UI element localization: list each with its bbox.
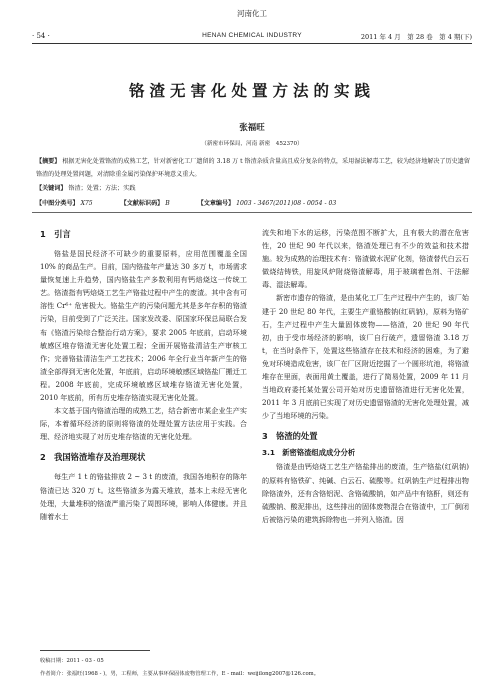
article-number: 【文章编号】 1003 - 3467(2011)08 - 0054 - 03 [197,200,337,207]
received-date: 收稿日期：2011 - 03 - 05 [40,658,104,664]
left-column [40,226,247,523]
abstract [36,155,470,181]
section-1-heading: 1 引言 [40,229,71,239]
section-2-paragraph-2: 新密市遗存的铬渣，是由某化工厂生产过程中产生的，该厂始建于 20 世纪 80 年代，主要生产重铬酸钠(红矾钠)，原料为铬矿石，生产过程中产生大量固体废物——铬渣，20 世纪 90 年代初，由于受市场经济的影响，该厂自行破产，遗留铬渣 3.18 万 t，在当时条件下，处置这些铬渣存在技术和经济的困难，为了避免对环境造成危害，该厂在厂区附近挖掘了一个圆形坑池，将铬渣堆存在里面，表面用黄土覆盖，进行了简易处置，2009 年 11 月当地政府委托某处置公司开始对历史遗留铬渣进行无害化处置，2011 年 3 月底前已实现了对历史遗留铬渣的无害化处理处置，减少了当地环境的污染。 [262,293,469,421]
running-header [32,6,472,46]
section-2-paragraph-1: 每生产 1 t 的铬盐排放 2 ~ 3 t 的废渣，我国各地积存的陈年铬渣已达 320 万 t。这些铬渣多为露天堆放，基本上未经无害化处理，大量堆积的铬渣严重污染了周围环境，影响人体健康。并且随着水土 [40,472,247,521]
keywords-text: 铬渣；处置；方法；实践 [68,185,136,192]
abstract-text: 根据无害化处置铬渣的成熟工艺，针对新密化工厂遗留的 3.18 万 t 铬渣杂质含量高且成分复杂的特点，采用湿法解毒工艺，较为经济地解决了历史遗留铬渣的处理处置问题，对清除重金属污染保护环境意义重大。 [36,158,470,178]
abstract-divider [32,212,472,213]
abstract-label: 【摘要】 [36,158,61,165]
section-1-paragraph-1: 铬盐是国民经济不可缺少的重要原料，应用范围覆盖全国 10% 的商品生产。目前，国内铬盐年产量达 30 多万 t，市场需求量恢复速上升趋势，国内铬盐生产多数利用有钙焙烧这一传统工艺。铬渣指有钙焙烧工艺生产铬盐过程中产生的废渣。其中含有可溶性 Cr⁶⁺ 危害极大。铬盐生产的污染问题尤其是多年存积的铬渣污染，目前受到了广泛关注。国家发改委、原国家环保总局联合发布《铬渣污染综合整治行动方案》，要求 2005 年底前，启动环境敏感区堆存铬渣无害化处置工程；全面开展铬盐清洁生产审核工作；完善铬盐清洁生产工艺技术；2006 年全行业当年新产生的铬渣全部得到无害化处置，年底前，启动环境敏感区域铬盐厂搬迁工程。2008 年底前，完成环境敏感区域堆存铬渣无害化处置，2010 年底前，所有历史堆存铬渣实现无害化处置。 [40,249,247,403]
section-1-paragraph-2: 本文基于国内铬渣治理的成熟工艺，结合新密市某企业生产实际，本着循环经济的原则将铬渣的处理处置方法应用于实践。合理、经济地实现了对历史堆存铬渣的无害化处理。 [40,406,247,442]
section-3-heading: 3 铬渣的处置 [262,431,318,442]
author-affiliation: （新密市环保局，河南 新密 452370） [201,141,303,147]
footnote-rule [40,650,150,651]
section-3-1-paragraph-1: 铬渣是由钙焙烧工艺生产铬盐排出的废渣，生产铬盐(红矾钠)的原料有铬铁矿、纯碱、白云石、硫酸等。红矾钠生产过程排出物除铬渣外，还有含铬铝泥、含铬硫酸钠，如产品中有铬酐，则还有硫酸钠、酸泥排出，这些排出的固体废物混合在铬渣中，工厂倒闭后被铬污染的建筑拆除物也一并列入铬渣。因 [262,462,469,524]
cls-number: 【中图分类号】 X75 [36,200,93,207]
article-title: 铬渣无害化处置方法的实践 [128,82,375,100]
right-column [262,226,469,526]
section-3-1-heading: 3.1 新密铬渣组成成分分析 [262,448,356,458]
header-rule [32,43,472,44]
classification-line [36,198,470,207]
section-2-heading: 2 我国铬渣堆存及治理现状 [40,452,146,463]
issue-info: 2011 年 4 月 第 28 卷 第 4 期(下) [360,33,472,41]
keywords [36,183,470,192]
continued-paragraph: 流失和地下水的运移，污染范围不断扩大，且有极大的潜在危害性，20 世纪 90 年代以来，铬渣处理已有不少的效益和技术措施。较为成熟的治理技术有：铬渣做水泥矿化剂，铬渣替代白云石做烧结铸铁，用旋风炉附烧铬渣解毒，用于玻璃着色剂、干法解毒、湿法解毒。 [262,228,469,290]
page-number: · 54 · [32,32,50,40]
journal-name-en: HENAN CHEMICAL INDUSTRY [202,32,302,39]
keywords-label: 【关键词】 [36,185,67,192]
author-bio: 作者简介：张福旺(1968 - )，男，工程师，主要从事环保固体废物管理工作，E - mail：weijilong2007@126.com。 [40,671,319,677]
journal-name-cn: 河南化工 [237,9,267,18]
doc-code: 【文献标识码】 B [120,200,170,207]
author-name: 张福旺 [239,123,265,133]
